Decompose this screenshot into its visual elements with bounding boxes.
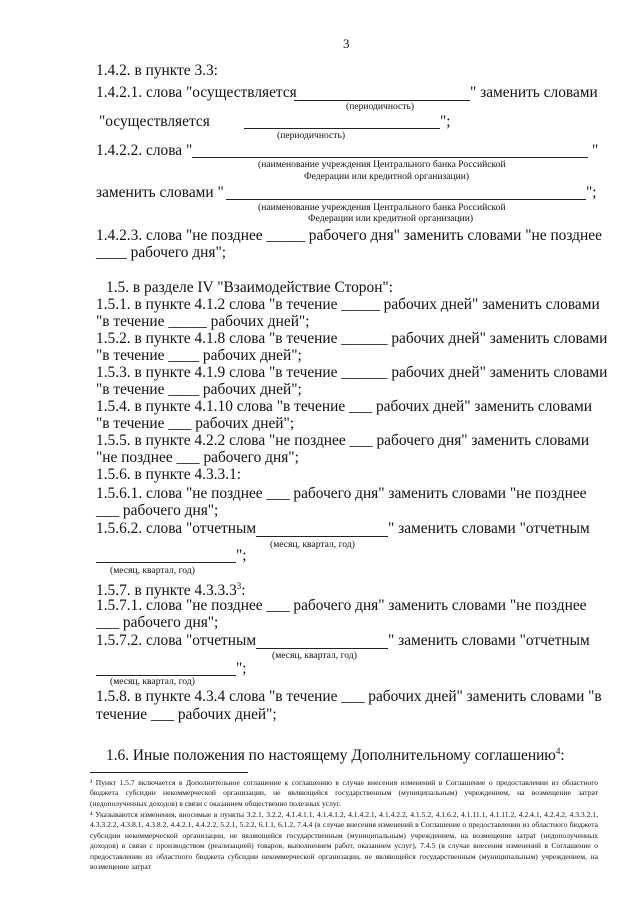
page-number: 3 [343, 36, 350, 51]
text-line: заменить словами " [96, 184, 224, 201]
clause-1-5-5: 1.5.5. в пункте 4.2.2 слова "не позднее ___ рабочего дня" заменить словами [96, 432, 590, 449]
text-line: 1.6. Иные положения по настоящему Дополнительному соглашению [106, 747, 556, 765]
text-line: "в течение ___ рабочих дней"; [96, 415, 295, 432]
text-line: "в течение _____ рабочих дней"; [96, 313, 310, 330]
clause-1-5-7-1: 1.5.7.1. слова "не позднее ___ рабочего дня" заменить словами "не позднее [96, 597, 587, 614]
clause-1-5-6-2: 1.5.6.2. слова "отчетным [96, 520, 257, 537]
clause-1-4-2-3: 1.4.2.3. слова "не позднее _____ рабочего дня" заменить словами "не позднее [96, 227, 602, 244]
section-1-5: 1.5. в разделе IV "Взаимодействие Сторон": [106, 279, 393, 296]
caption-bank-name: Федерации или кредитной организации) [308, 213, 474, 224]
clause-1-5-6-1: 1.5.6.1. слова "не позднее ___ рабочего дня" заменить словами "не позднее [96, 485, 587, 502]
text-line: " [592, 142, 599, 159]
text-line: " заменить словами "отчетным [388, 520, 590, 537]
footnote-3: ³ Пункт 1.5.7 включается в Дополнительное соглашение к соглашению в случае внесения изменений в Соглашение о предоставлении из областного бюджета субсидии некоммерческой организации, не являющейся государственным (муниципальным) учреждением, на возмещение затрат (недополученных доходов) в связи с оказанием общественно полезных услуг. [90, 778, 598, 808]
clause-1-5-7-2: 1.5.7.2. слова "отчетным [96, 632, 257, 649]
clause-1-5-4: 1.5.4. в пункте 4.1.10 слова "в течение ___ рабочих дней" заменить словами [96, 398, 593, 415]
clause-1-5-3: 1.5.3. в пункте 4.1.9 слова "в течение ______ рабочих дней" заменить словами [96, 364, 608, 381]
caption-bank-name: Федерации или кредитной организации) [304, 171, 470, 182]
caption-period: (месяц, квартал, год) [272, 650, 357, 661]
text-line: : [241, 582, 246, 600]
clause-1-4-2-1: 1.4.2.1. слова "осуществляется [96, 84, 297, 101]
caption-bank-name: (наименование учреждения Центрального банка Российской [258, 159, 506, 170]
footnote-4: ⁴ Указываются изменения, вносимые в пункты 3.2.1, 3.2.2, 4.1.4.1.1, 4.1.4.1.2, 4.1.4.2.1, 4.1.4.2.2, 4.1.5.2, 4.1.6.2, 4.1.11.1, 4.1.11.2, 4.2.4.1, 4.2.4.2, 4.3.3.2.1, 4.3.3.2.2, 4.3.8.1, 4.3.8.2, 4.4.2.1, 4.4.2.2, 5.2.1, 5.2.2, 6.1.1, 6.1.2, 7.4.4 (в случае внесения изменений в Соглашение о предоставлении из областного бюджета субсидии некоммерческой организации, не являющейся государственным (муниципальным) учреждением, на возмещение затрат (недополученных доходов) в связи с производством (реализацией) товаров, выполнением работ, оказанием услуг), 7.4.5 (в случае внесения изменений в Соглашение о предоставлении из областного бюджета субсидии некоммерческой организации, не являющейся государственным (муниципальным) учреждением, на возмещение затрат [90, 810, 598, 872]
text-line: " заменить словами "отчетным [388, 632, 590, 649]
footnote-separator [90, 772, 248, 773]
blank-line[interactable] [256, 648, 388, 649]
footnote-ref: 4 [555, 746, 561, 756]
text-line: "не позднее ___ рабочего дня"; [96, 449, 299, 466]
text-line: ___ рабочего дня"; [96, 614, 219, 631]
text-line: ___ рабочего дня"; [96, 502, 219, 519]
blank-line[interactable] [226, 199, 586, 200]
caption-period: (месяц, квартал, год) [110, 565, 195, 576]
section-1-6 [106, 742, 565, 765]
clause-1-5-1: 1.5.1. в пункте 4.1.2 слова "в течение _____ рабочих дней" заменить словами [96, 296, 600, 313]
text-line: "; [440, 113, 451, 130]
text-line: течение ___ рабочих дней"; [96, 706, 277, 723]
caption-period: (месяц, квартал, год) [110, 676, 195, 687]
caption-periodicity: (периодичность) [346, 101, 415, 112]
text-line: "; [236, 547, 247, 564]
caption-period: (месяц, квартал, год) [270, 539, 355, 550]
clause-1-5-2: 1.5.2. в пункте 4.1.8 слова "в течение ______ рабочих дней" заменить словами [96, 330, 608, 347]
blank-line[interactable] [192, 157, 588, 158]
text-line: "в течение ____ рабочих дней"; [96, 347, 302, 364]
text-line: "осуществляется [99, 113, 210, 130]
blank-line[interactable] [256, 536, 388, 537]
clause-1-4-2-1-tail: " заменить словами [470, 84, 598, 101]
clause-1-5-6: 1.5.6. в пункте 4.3.3.1: [96, 466, 242, 483]
clause-1-5-8: 1.5.8. в пункте 4.3.4 слова "в течение ___ рабочих дней" заменить словами "в [96, 688, 602, 705]
caption-periodicity: (периодичность) [277, 130, 346, 141]
blank-line[interactable] [244, 128, 440, 129]
text-line: "; [586, 184, 597, 201]
clause-1-4-2: 1.4.2. в пункте 3.3: [96, 62, 218, 79]
caption-bank-name: (наименование учреждения Центрального банка Российской [258, 202, 506, 213]
text-line: : [560, 747, 565, 765]
text-line: ____ рабочего дня"; [96, 244, 227, 261]
clause-1-4-2-2: 1.4.2.2. слова " [96, 142, 193, 159]
text-line: "; [236, 660, 247, 677]
blank-line[interactable] [96, 562, 236, 563]
text-line: 1.5.7. в пункте 4.3.3.3 [96, 582, 237, 600]
footnote-ref: 3 [236, 581, 242, 591]
text-line: "в течение ____ рабочих дней"; [96, 381, 302, 398]
